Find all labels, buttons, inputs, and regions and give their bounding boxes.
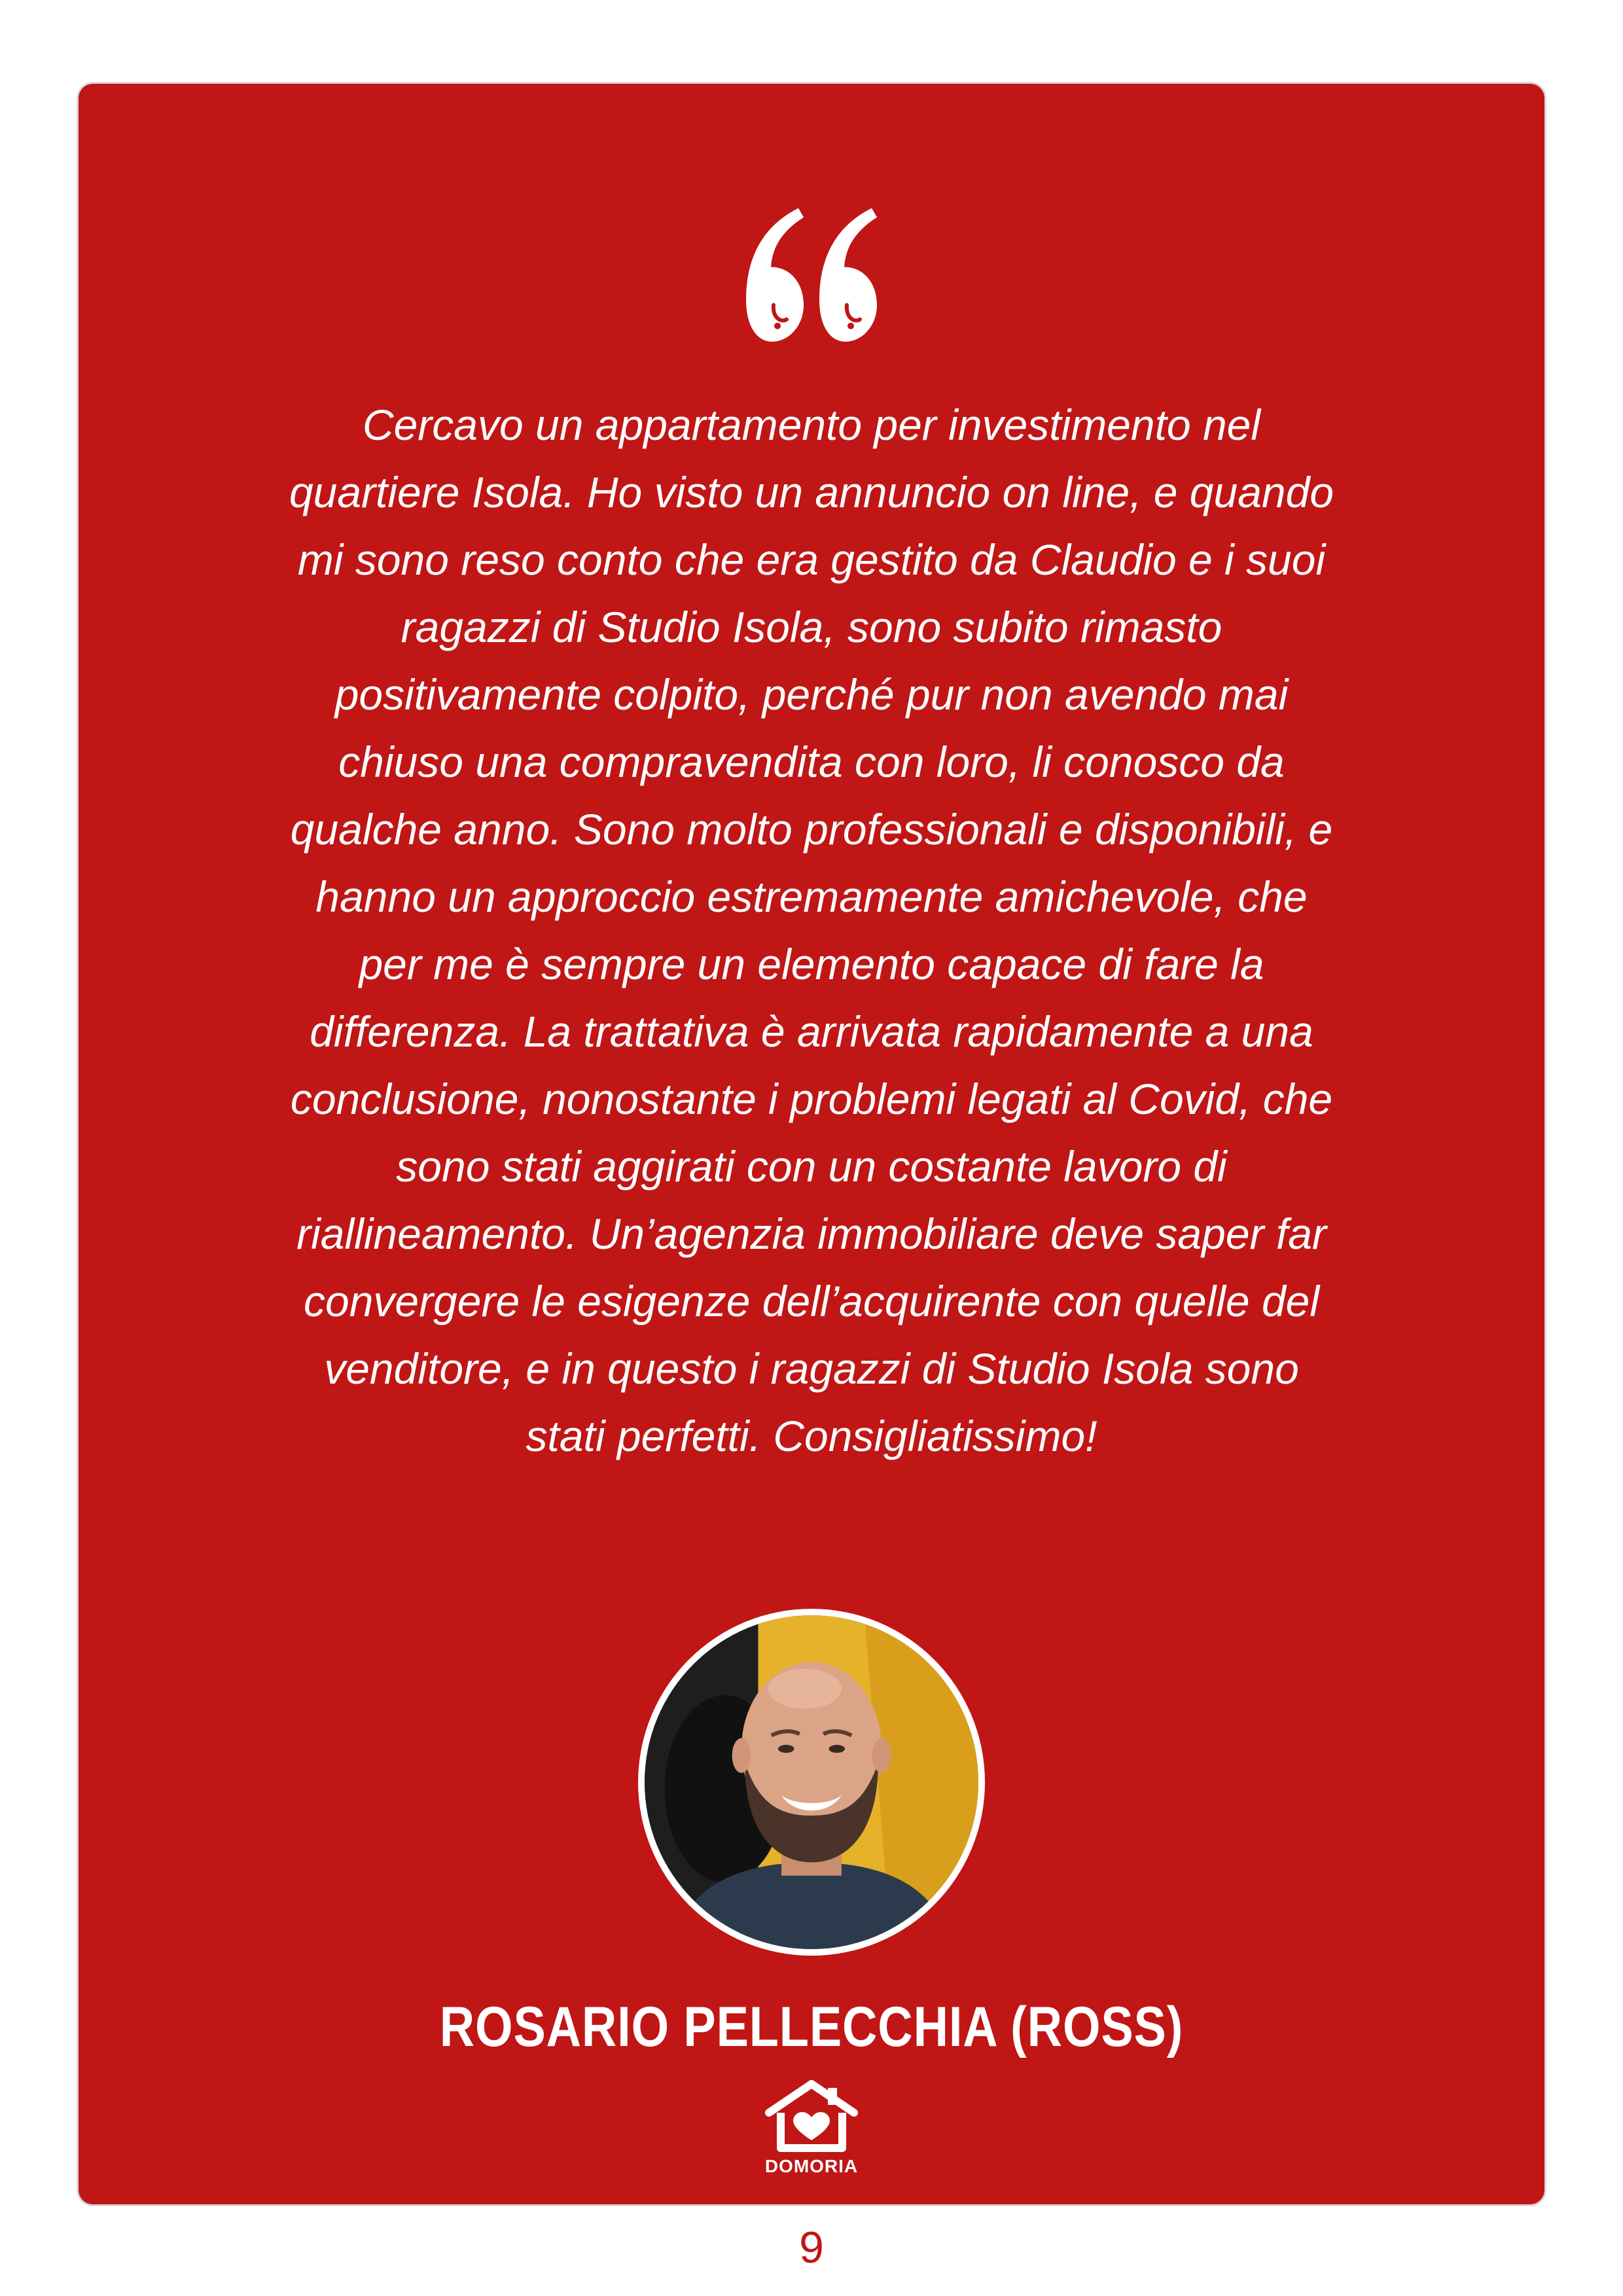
brand-name: DOMORIA xyxy=(764,2156,859,2176)
avatar xyxy=(638,1609,985,1956)
testimonial-text: Cercavo un appartamento per investimento nel quartiere Isola. Ho visto un annuncio on line, e quando mi sono reso conto che era gestito da Claudio e i suoi ragazzi di Studio Isola, sono subito rimasto positivamente colpito, perché pur non avendo mai chiuso una compravendita con loro, li conosco da qualche anno. Sono molto professionali e disponibili, e hanno un approccio estremamente amichevole, che per me è sempre un elemento capace di fare la differenza. La trattativa è arrivata rapidamente a una conclusione, nonostante i problemi legati al Covid, che sono stati aggirati con un costante lavoro di riallineamento. Un’agenzia immobiliare deve saper far convergere le esigenze dell’acquirente con quelle del venditore, e in questo i ragazzi di Studio Isola sono stati perfetti. Consigliatissimo! xyxy=(289,401,1334,1460)
page-number: 9 xyxy=(799,2223,824,2272)
quotation-mark-icon xyxy=(726,195,897,352)
portrait-photo xyxy=(645,1615,978,1949)
testimonial-card xyxy=(79,84,1544,2204)
brand-logo xyxy=(746,2080,877,2191)
house-heart-icon xyxy=(762,2080,861,2152)
person-name: ROSARIO PELLECCHIA (ROSS) xyxy=(439,1996,1184,2058)
